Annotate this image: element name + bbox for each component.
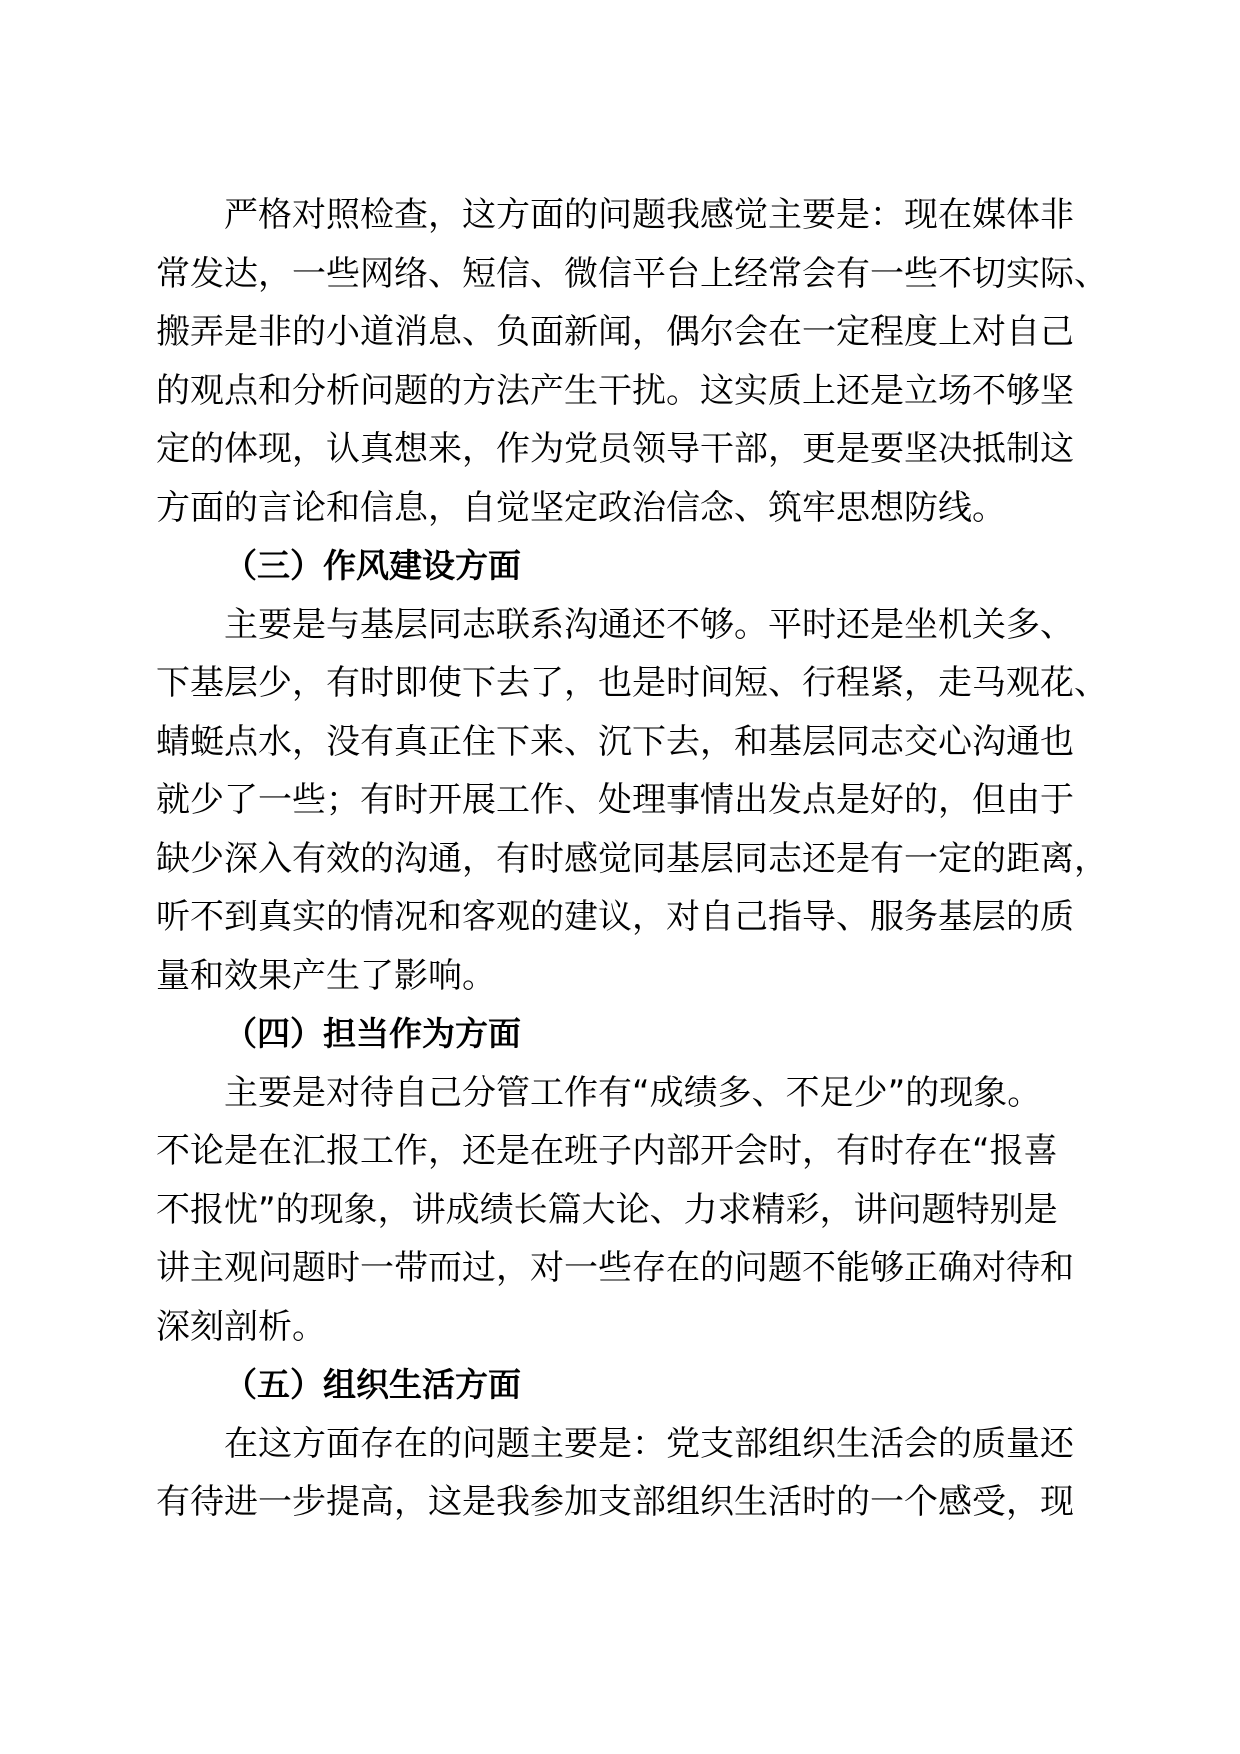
text-line: 方面的言论和信息，自觉坚定政治信念、筑牢思想防线。 (156, 487, 1006, 528)
text-line: 严格对照检查，这方面的问题我感觉主要是：现在媒体非 (224, 195, 1074, 235)
paragraph-work-style (156, 596, 1108, 1006)
paragraph-political-stance (156, 186, 1108, 537)
text-line: 有待进一步提高，这是我参加支部组织生活时的一个感受，现 (156, 1482, 1074, 1522)
text-line: 量和效果产生了影响。 (156, 955, 496, 996)
text-line: 主要是与基层同志联系沟通还不够。平时还是坐机关多、 (224, 604, 1074, 645)
text-line: 常发达，一些网络、短信、微信平台上经常会有一些不切实际、 (156, 253, 1108, 294)
document-body (156, 186, 1108, 1532)
text-line: 不报忧”的现象，讲成绩长篇大论、力求精彩，讲问题特别是 (156, 1189, 1058, 1230)
text-line: 蜻蜓点水，没有真正住下来、沉下去，和基层同志交心沟通也 (156, 721, 1074, 762)
text-line: 不论是在汇报工作，还是在班子内部开会时，有时存在“报喜 (156, 1131, 1058, 1171)
paragraph-organizational-life (156, 1415, 1086, 1532)
text-line: 听不到真实的情况和客观的建议，对自己指导、服务基层的质 (156, 897, 1074, 937)
text-line: 下基层少，有时即使下去了，也是时间短、行程紧，走马观花、 (156, 663, 1108, 703)
section-heading-work-style: （三）作风建设方面 (224, 546, 521, 585)
text-line: 在这方面存在的问题主要是：党支部组织生活会的质量还 (224, 1423, 1074, 1464)
text-line: 定的体现，认真想来，作为党员领导干部，更是要坚决抵制这 (156, 429, 1074, 469)
text-line: 缺少深入有效的沟通，有时感觉同基层同志还是有一定的距离， (156, 838, 1108, 879)
section-heading-responsibility: （四）担当作为方面 (224, 1014, 521, 1053)
section-heading-organizational-life: （五）组织生活方面 (224, 1365, 521, 1404)
text-line: 主要是对待自己分管工作有“成绩多、不足少”的现象。 (224, 1072, 1042, 1113)
text-line: 深刻剖析。 (156, 1306, 326, 1347)
text-line: 就少了一些；有时开展工作、处理事情出发点是好的，但由于 (156, 780, 1074, 820)
text-line: 搬弄是非的小道消息、负面新闻，偶尔会在一定程度上对自己 (156, 312, 1074, 352)
text-line: 讲主观问题时一带而过，对一些存在的问题不能够正确对待和 (156, 1248, 1074, 1288)
text-line: 的观点和分析问题的方法产生干扰。这实质上还是立场不够坚 (156, 370, 1074, 411)
paragraph-responsibility (156, 1064, 1086, 1357)
